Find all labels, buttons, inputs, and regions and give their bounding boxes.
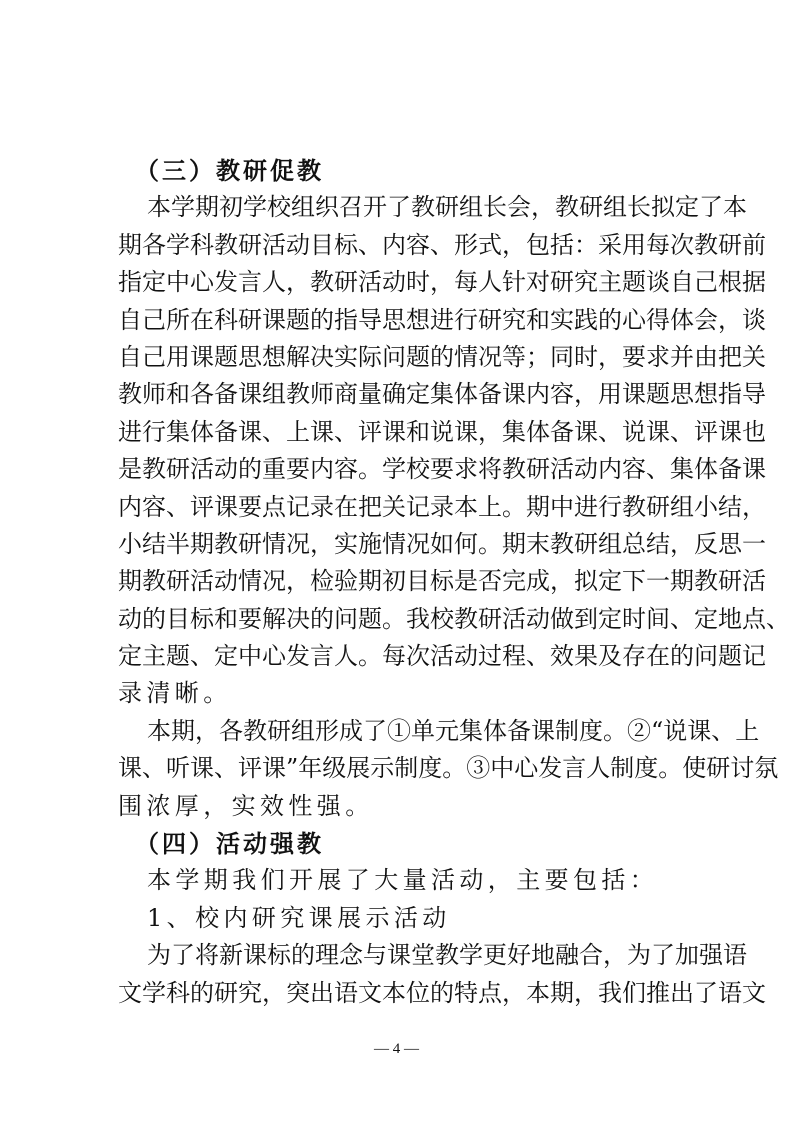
text-line: 是教研活动的重要内容。学校要求将教研活动内容、集体备课: [118, 455, 766, 484]
text-line: 录清晰。: [118, 679, 232, 708]
text-line: 指定中心发言人，教研活动时，每人针对研究主题谈自己根据: [118, 268, 766, 297]
text-line: 自己所在科研课题的指导思想进行研究和实践的心得体会，谈: [118, 305, 766, 334]
text-line: 课、听课、评课”年级展示制度。③中心发言人制度。使研讨氛: [118, 754, 779, 783]
text-line: 小结半期教研情况，实施情况如何。期末教研组总结，反思一: [118, 529, 766, 558]
page-number: — 4 —: [374, 1041, 419, 1057]
text-line: 文学科的研究，突出语文本位的特点，本期，我们推出了语文: [118, 978, 766, 1007]
document-body: [118, 152, 790, 1012]
section-heading: （三）教研促教: [135, 156, 324, 185]
text-line: 定主题、定中心发言人。每次活动过程、效果及存在的问题记: [118, 642, 766, 671]
text-line: 期教研活动情况，检验期初目标是否完成，拟定下一期教研活: [118, 567, 766, 596]
text-line: 1、校内研究课展示活动: [147, 903, 451, 932]
text-line: 围浓厚，实效性强。: [118, 791, 374, 820]
text-line: 动的目标和要解决的问题。我校教研活动做到定时间、定地点、: [118, 604, 790, 633]
text-line: 为了将新课标的理念与课堂教学更好地融合，为了加强语: [147, 941, 747, 970]
section-heading: （四）活动强教: [135, 829, 324, 859]
text-line: 期各学科教研活动目标、内容、形式，包括：采用每次教研前: [118, 230, 766, 259]
text-line: 本学期我们开展了大量活动，主要包括：: [147, 866, 659, 895]
text-line: 进行集体备课、上课、评课和说课，集体备课、说课、评课也: [118, 417, 766, 446]
text-line: 本学期初学校组织召开了教研组长会，教研组长拟定了本: [147, 193, 747, 222]
text-line: 教师和各备课组教师商量确定集体备课内容，用课题思想指导: [118, 380, 766, 409]
text-line: 内容、评课要点记录在把关记录本上。期中进行教研组小结，: [118, 492, 766, 521]
text-line: 本期，各教研组形成了①单元集体备课制度。②“说课、上: [147, 716, 760, 745]
text-line: 自己用课题思想解决实际问题的情况等；同时，要求并由把关: [118, 342, 766, 371]
